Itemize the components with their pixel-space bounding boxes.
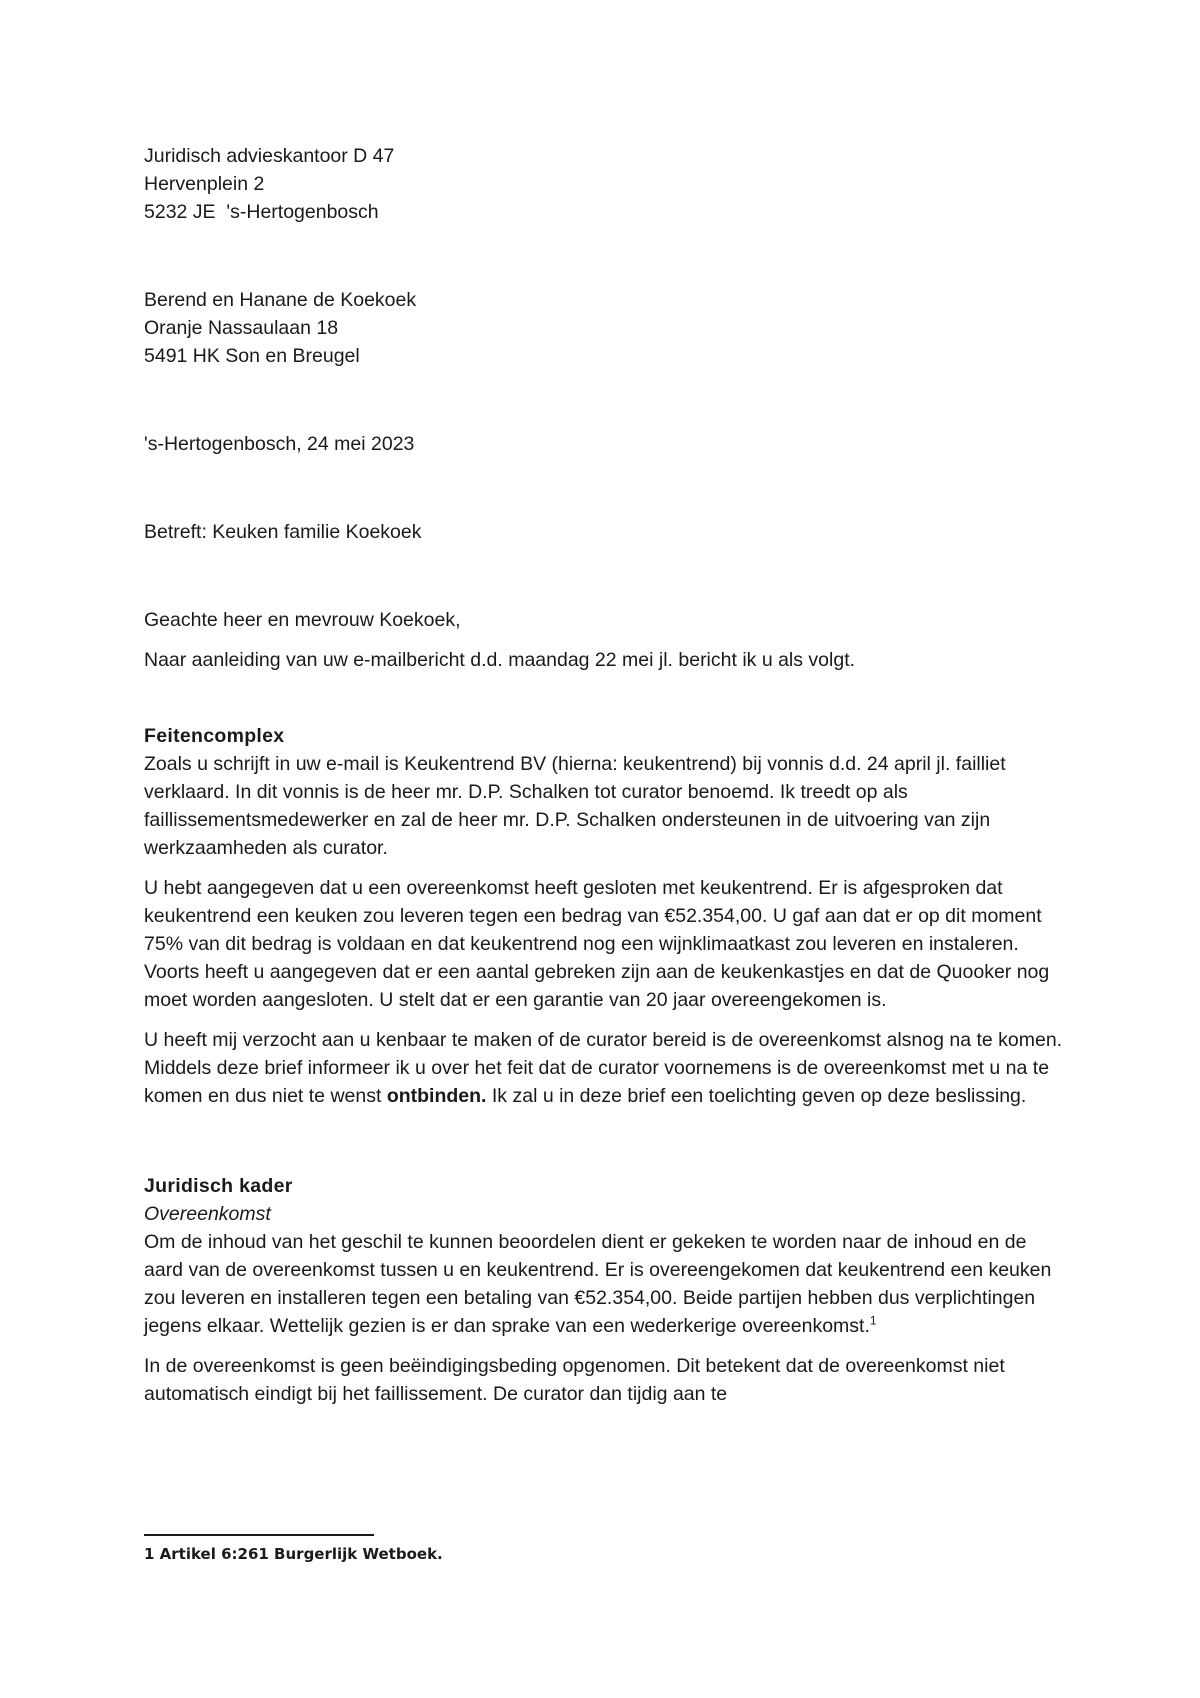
sender-name: Juridisch advieskantoor D 47 <box>144 145 395 167</box>
feitencomplex-paragraph-2: U hebt aangegeven dat u een overeenkomst heeft gesloten met keukentrend. Er is afgesproken dat keukentrend een keuken zou leveren tegen een bedrag van €52.354,00. U gaf aan dat er op dit moment 75% van dit bedrag is voldaan en dat keukentrend nog een wijnklimaatkast zou leveren en instaleren. Voorts heeft u aangegeven dat er een aantal gebreken zijn aan de keukenkastjes en dat de Quooker nog moet worden aangesloten. U stelt dat er een garantie van 20 jaar overeengekomen is. <box>144 877 1050 1011</box>
subsection-title-overeenkomst: Overeenkomst <box>144 1203 271 1225</box>
section-juridisch-kader <box>144 1172 1064 1408</box>
sender-address <box>144 142 1064 226</box>
recipient-address <box>144 286 1064 370</box>
juridisch-kader-paragraph-2: In de overeenkomst is geen beëindigingsbeding opgenomen. Dit betekent dat de overeenkomst niet automatisch eindigt bij het faillissement. De curator dan tijdig aan te <box>144 1355 1005 1405</box>
recipient-street: Oranje Nassaulaan 18 <box>144 317 339 339</box>
section-title-feitencomplex: Feitencomplex <box>144 725 285 747</box>
p3-bold-word: ontbinden. <box>386 1085 487 1107</box>
p3-text-start: U heeft mij verzocht aan u kenbaar te maken of de curator bereid is de overeenkomst alsnog na te komen. Middels deze brief informeer ik u over het feit dat de curator voornemens is de overeenkomst met u na te komen en dus niet te wenst <box>144 1029 1063 1107</box>
footnote-ref: 1 <box>869 1313 877 1328</box>
letter-body <box>144 142 1064 1420</box>
subject-line: Betreft: Keuken familie Koekoek <box>144 521 422 543</box>
section-title-juridisch-kader: Juridisch kader <box>144 1175 293 1197</box>
salutation: Geachte heer en mevrouw Koekoek, <box>144 609 461 631</box>
jk-p1-text: Om de inhoud van het geschil te kunnen beoordelen dient er gekeken te worden naar de inhoud en de aard van de overeenkomst tussen u en keukentrend. Er is overeengekomen dat keukentrend een keuken zou leveren en installeren tegen een betaling van €52.354,00. Beide partijen hebben dus verplichtingen jegens elkaar. Wettelijk gezien is er dan sprake van een wederkerige overeenkomst. <box>144 1231 1052 1337</box>
sender-city: 5232 JE 's-Hertogenbosch <box>144 201 379 223</box>
section-feitencomplex <box>144 722 1064 1110</box>
feitencomplex-paragraph-1: Zoals u schrijft in uw e-mail is Keukentrend BV (hierna: keukentrend) bij vonnis d.d. 24 april jl. failliet verklaard. In dit vonnis is de heer mr. D.P. Schalken tot curator benoemd. Ik treedt op als faillissementsmedewerker en zal de heer mr. D.P. Schalken ondersteunen in de uitvoering van zijn werkzaamheden als curator. <box>144 753 1006 859</box>
feitencomplex-paragraph-3 <box>144 1026 1064 1110</box>
intro-paragraph: Naar aanleiding van uw e-mailbericht d.d. maandag 22 mei jl. bericht ik u als volgt. <box>144 649 856 671</box>
juridisch-kader-paragraph-1 <box>144 1228 1064 1340</box>
p3-text-end: Ik zal u in deze brief een toelichting geven op deze beslissing. <box>486 1085 1027 1107</box>
recipient-name: Berend en Hanane de Koekoek <box>144 289 417 311</box>
sender-street: Hervenplein 2 <box>144 173 265 195</box>
footnote-1: 1 Artikel 6:261 Burgerlijk Wetboek. <box>144 1545 443 1563</box>
recipient-city: 5491 HK Son en Breugel <box>144 345 360 367</box>
date-line: 's-Hertogenbosch, 24 mei 2023 <box>144 433 415 455</box>
footnote-separator <box>144 1534 374 1536</box>
